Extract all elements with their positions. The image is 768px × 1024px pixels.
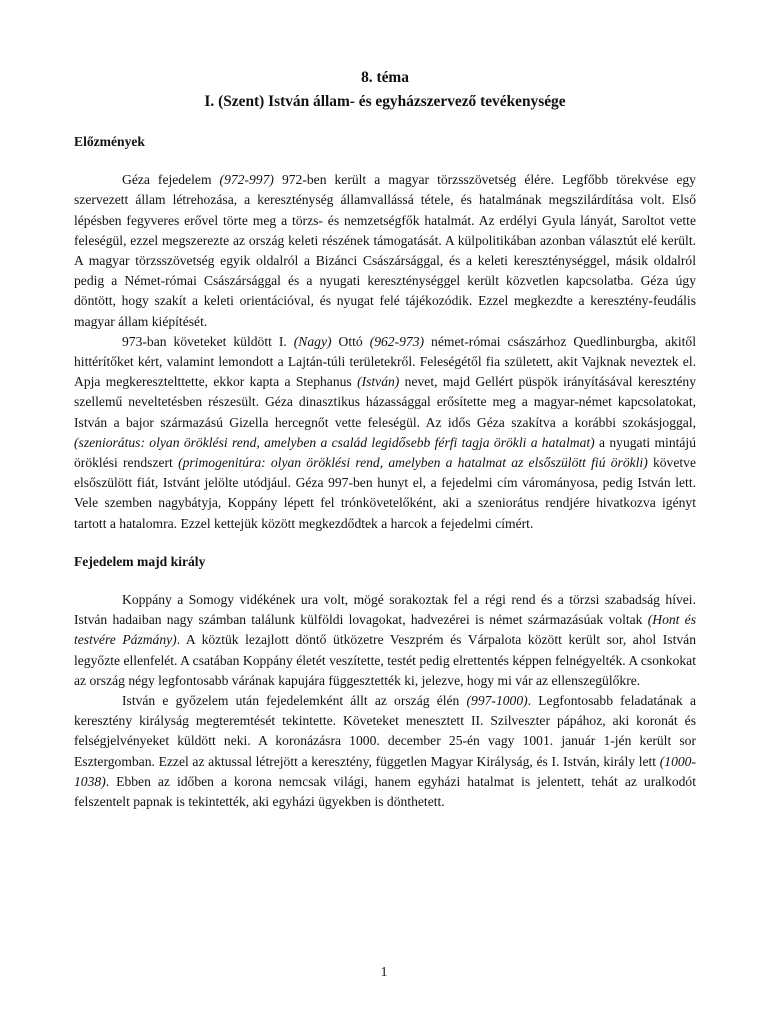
section-heading-elozmenyek: Előzmények — [74, 134, 145, 149]
italic-text-run: (primogenitúra: olyan öröklési rend, amelyben a hatalmat az elsőszülött fiú örökli) — [178, 455, 648, 471]
italic-text-run: (962-973) — [369, 333, 425, 349]
document-title: I. (Szent) István állam- és egyházszervező tevékenysége — [204, 93, 566, 110]
topic-number: 8. téma — [361, 69, 409, 86]
text-run: német-római császárhoz Quedlinburgba, akitől hittérítőket kért, valamint lemondott a Lajtán-túli területekről. Feleségétől fia született, akit Vajknak neveztek el. Apja megkeresztelttette, ekkor kapta a Stephanus — [74, 333, 696, 390]
italic-text-run: (Hont és testvére Pázmány) — [74, 612, 697, 648]
text-run: Géza fejedelem — [122, 172, 220, 188]
section-heading-fejedelem-majd-kiraly: Fejedelem majd király — [74, 553, 206, 569]
text-run: követve elsőszülött fiát, Istvánt jelölte utódjául. Géza 997-ben hunyt el, a fejedelmi cím várományosa, pedig István lett. Vele szemben nagybátyja, Koppány lépett fel trónkövetelőként, aki a szeniorátus rendjére hivatkozva igényt tartott a hatalomra. Ezzel kettejük között megkezdődtek a harcok a fejedelmi címért. — [74, 455, 696, 531]
text-run: a nyugati mintájú öröklési rendszert — [74, 434, 696, 471]
text-run: Koppány a Somogy vidékének ura volt, mögé sorakoztak fel a régi rend és a törzsi szabadság hívei. István hadaiban nagy számban találunk külföldi lovagokat, hadvezérei is német származásúak voltak — [74, 592, 696, 628]
text-run: 973-ban követeket küldött I. — [122, 333, 294, 349]
paragraph — [74, 691, 696, 812]
paragraph — [74, 170, 696, 332]
italic-text-run: (szeniorátus: olyan öröklési rend, amelyben a család legidősebb férfi tagja örökli a hatalmat) — [74, 434, 595, 450]
page-number: 1 — [380, 964, 388, 979]
italic-text-run: (1000-1038) — [74, 753, 696, 789]
document-page — [74, 66, 696, 812]
text-run: István e győzelem után fejedelemként állt az ország élén — [122, 693, 467, 709]
text-run: . A köztük lezajlott döntő ütközetre Veszprém és Várpalota között került sor, ahol István legyőzte ellenfelét. A csatában Koppány életét veszítette, testét pedig elrettentés képpen felnégyelték. A csonkokat az ország négy legfontosabb várának kapujára függesztették ki, jelezve, hogy mi vár az ellenszegülőkre. — [74, 632, 696, 688]
italic-text-run: (972-997) — [219, 172, 274, 188]
italic-text-run: (Nagy) — [293, 333, 332, 349]
text-run: . Ebben az időben a korona nemcsak világi, hanem egyházi hatalmat is jelentett, tehát az uralkodót felszentelt papnak is tekintették, aki egyházi ügyekben is dönthetett. — [74, 773, 696, 810]
paragraph — [74, 590, 696, 691]
italic-text-run: (997-1000) — [466, 693, 528, 709]
text-run: Ottó — [331, 333, 370, 349]
text-run: 972-ben került a magyar törzsszövetség élére. Legfőbb törekvése egy szervezett állam létrehozása, a kereszténység államvallássá tétele, és hatalmának megszilárdítása volt. Első lépésben fegyveres erővel törte meg a törzs- és nemzetségfők hatalmát. Az erdélyi Gyula lányát, Saroltot vette feleségül, ezzel megszerezte az ország keleti részének támogatását. A külpolitikában azonban választút elé került. A magyar törzsszövetség egyik oldalról a Bizánci Császársággal, és a keleti kereszténységgel, másik oldalról pedig a Német-római Császársággal és a nyugati kereszténységgel került közvetlen kapcsolatba. Géza úgy döntött, hogy szakít a keleti orientációval, és nyugat felé tájékozódik. Ezzel megkezdte a keresztény-feudális magyar állam kiépítését. — [74, 172, 696, 329]
text-run: . Legfontosabb feladatának a keresztény királyság megteremtését tekintette. Követeket menesztett II. Szilveszter pápához, aki koronát és felségjelvényeket küldött neki. A koronázásra 1000. december 25-én vagy 1001. január 1-jén került sor Esztergomban. Ezzel az aktussal létrejött a keresztény, független Magyar Királyság, és I. István, király lett — [74, 693, 696, 769]
text-run: nevet, majd Gellért püspök irányításával keresztény szellemű neveltetésben részesült. Géza dinasztikus házassággal erősítette meg a magyar-német kapcsolatokat, István a bajor származású Gizella hercegnőt vette feleségül. Az idős Géza szakítva a korábbi szokásjoggal, — [74, 374, 696, 430]
italic-text-run: (István) — [357, 374, 400, 390]
paragraph — [74, 332, 696, 534]
